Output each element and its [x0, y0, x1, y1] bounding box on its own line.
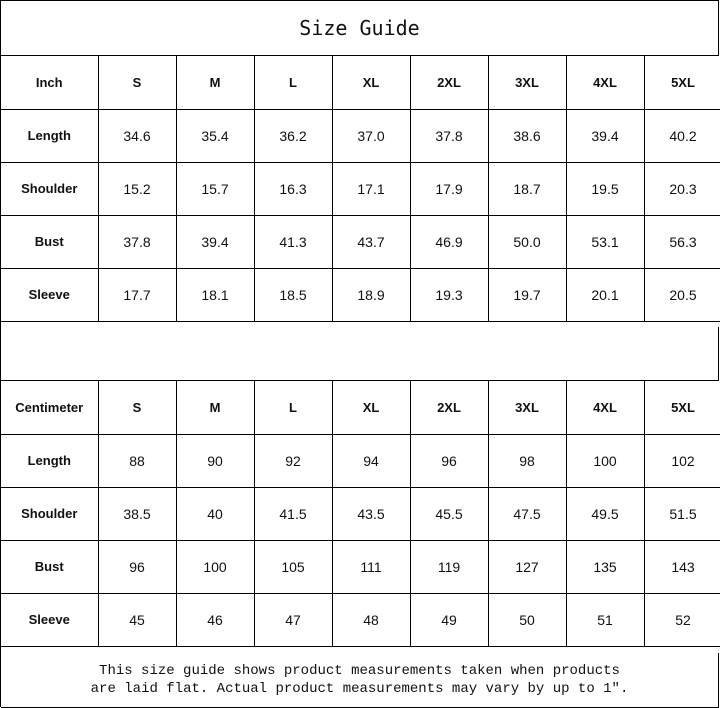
measurement-value: 49 — [410, 593, 488, 646]
measurement-value: 15.7 — [176, 162, 254, 215]
measurement-value: 127 — [488, 540, 566, 593]
size-header: 5XL — [644, 56, 720, 109]
measurement-value: 52 — [644, 593, 720, 646]
size-header: 2XL — [410, 56, 488, 109]
table-row — [1, 593, 720, 646]
size-header: 5XL — [644, 381, 720, 434]
unit-header: Centimeter — [1, 381, 98, 434]
measurement-value: 143 — [644, 540, 720, 593]
size-header: S — [98, 381, 176, 434]
note-line-2: are laid flat. Actual product measurements may vary by up to 1″. — [90, 681, 629, 697]
measurement-value: 15.2 — [98, 162, 176, 215]
measurement-label: Bust — [1, 215, 98, 268]
measurement-value: 37.0 — [332, 109, 410, 162]
measurement-value: 51 — [566, 593, 644, 646]
table-spacer — [1, 327, 719, 381]
measurement-value: 19.7 — [488, 268, 566, 321]
measurement-value: 20.5 — [644, 268, 720, 321]
measurement-value: 102 — [644, 434, 720, 487]
measurement-value: 18.5 — [254, 268, 332, 321]
table-row — [1, 162, 720, 215]
unit-header: Inch — [1, 56, 98, 109]
measurement-value: 56.3 — [644, 215, 720, 268]
measurement-value: 37.8 — [98, 215, 176, 268]
measurement-label: Shoulder — [1, 162, 98, 215]
measurement-value: 100 — [566, 434, 644, 487]
measurement-value: 49.5 — [566, 487, 644, 540]
measurement-value: 48 — [332, 593, 410, 646]
size-header: XL — [332, 381, 410, 434]
page-title: Size Guide — [299, 16, 420, 40]
measurement-value: 47.5 — [488, 487, 566, 540]
measurement-value: 46.9 — [410, 215, 488, 268]
header-row — [1, 381, 720, 434]
measurement-value: 20.3 — [644, 162, 720, 215]
measurement-value: 51.5 — [644, 487, 720, 540]
measurement-value: 50.0 — [488, 215, 566, 268]
measurement-value: 40.2 — [644, 109, 720, 162]
measurement-value: 135 — [566, 540, 644, 593]
measurement-value: 100 — [176, 540, 254, 593]
measurement-label: Sleeve — [1, 593, 98, 646]
measurement-value: 18.7 — [488, 162, 566, 215]
size-header: XL — [332, 56, 410, 109]
measurement-value: 45 — [98, 593, 176, 646]
measurement-value: 36.2 — [254, 109, 332, 162]
size-header: 3XL — [488, 56, 566, 109]
measurement-value: 38.6 — [488, 109, 566, 162]
size-header: S — [98, 56, 176, 109]
measurement-value: 17.1 — [332, 162, 410, 215]
size-header: 4XL — [566, 381, 644, 434]
measurement-value: 43.5 — [332, 487, 410, 540]
measurement-value: 34.6 — [98, 109, 176, 162]
table-row — [1, 109, 720, 162]
size-header: M — [176, 56, 254, 109]
measurement-value: 39.4 — [176, 215, 254, 268]
size-header: 2XL — [410, 381, 488, 434]
size-header: 3XL — [488, 381, 566, 434]
measurement-label: Shoulder — [1, 487, 98, 540]
measurement-value: 20.1 — [566, 268, 644, 321]
measurement-value: 45.5 — [410, 487, 488, 540]
measurement-label: Bust — [1, 540, 98, 593]
measurement-value: 46 — [176, 593, 254, 646]
measurement-value: 94 — [332, 434, 410, 487]
measurement-note — [1, 653, 719, 708]
measurement-value: 39.4 — [566, 109, 644, 162]
measurement-value: 17.7 — [98, 268, 176, 321]
measurement-value: 18.9 — [332, 268, 410, 321]
table-row — [1, 540, 720, 593]
inch-size-table — [1, 56, 720, 322]
measurement-value: 40 — [176, 487, 254, 540]
measurement-value: 19.5 — [566, 162, 644, 215]
measurement-label: Length — [1, 434, 98, 487]
measurement-value: 90 — [176, 434, 254, 487]
measurement-value: 53.1 — [566, 215, 644, 268]
table-row — [1, 487, 720, 540]
centimeter-size-table — [1, 381, 720, 647]
measurement-value: 119 — [410, 540, 488, 593]
header-row — [1, 56, 720, 109]
measurement-value: 38.5 — [98, 487, 176, 540]
measurement-value: 41.3 — [254, 215, 332, 268]
size-header: 4XL — [566, 56, 644, 109]
table-row — [1, 215, 720, 268]
note-line-1: This size guide shows product measurements taken when products — [99, 663, 620, 679]
measurement-value: 105 — [254, 540, 332, 593]
size-header: L — [254, 381, 332, 434]
measurement-value: 43.7 — [332, 215, 410, 268]
measurement-value: 50 — [488, 593, 566, 646]
measurement-value: 92 — [254, 434, 332, 487]
size-header: L — [254, 56, 332, 109]
table-row — [1, 268, 720, 321]
title-bar — [1, 1, 719, 56]
measurement-value: 37.8 — [410, 109, 488, 162]
measurement-value: 98 — [488, 434, 566, 487]
measurement-value: 47 — [254, 593, 332, 646]
measurement-value: 17.9 — [410, 162, 488, 215]
measurement-value: 96 — [410, 434, 488, 487]
measurement-value: 96 — [98, 540, 176, 593]
measurement-value: 88 — [98, 434, 176, 487]
measurement-label: Length — [1, 109, 98, 162]
measurement-label: Sleeve — [1, 268, 98, 321]
measurement-value: 18.1 — [176, 268, 254, 321]
measurement-value: 19.3 — [410, 268, 488, 321]
measurement-value: 111 — [332, 540, 410, 593]
measurement-value: 35.4 — [176, 109, 254, 162]
measurement-value: 41.5 — [254, 487, 332, 540]
size-header: M — [176, 381, 254, 434]
table-row — [1, 434, 720, 487]
measurement-value: 16.3 — [254, 162, 332, 215]
